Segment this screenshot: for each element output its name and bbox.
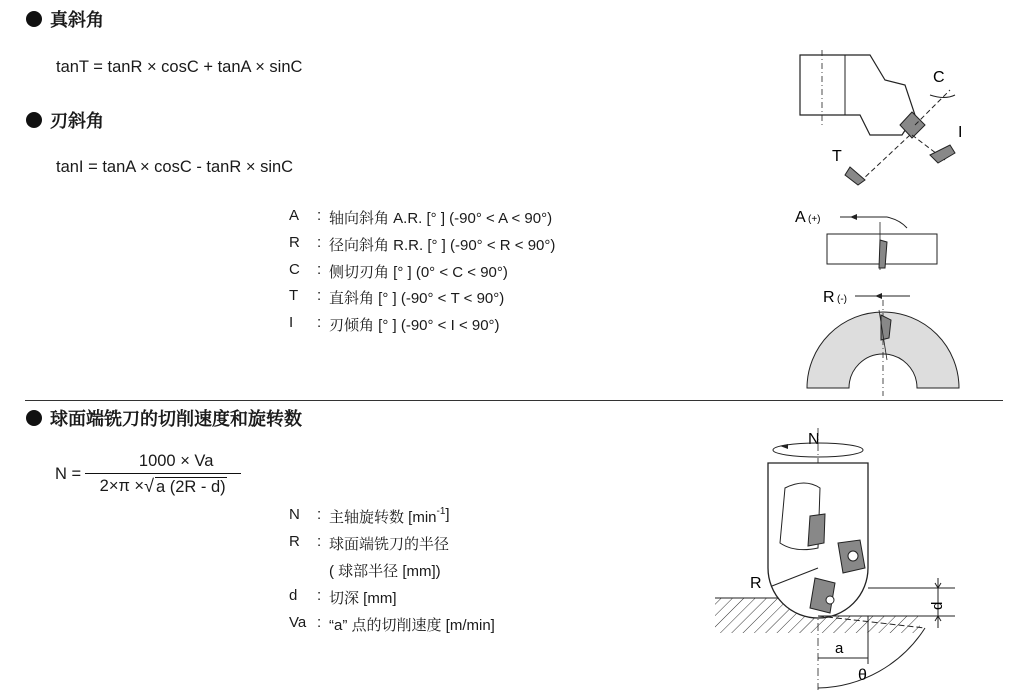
definition-row bbox=[289, 506, 450, 527]
def-text: ( 球部半径 [mm]) bbox=[329, 563, 441, 580]
def-colon: : bbox=[317, 287, 322, 304]
def-colon bbox=[317, 560, 329, 581]
endmill-insert-top bbox=[808, 514, 825, 546]
def-symbol: d bbox=[289, 587, 298, 604]
definition-row bbox=[289, 614, 495, 635]
label-c: C bbox=[933, 69, 945, 86]
label-r: R bbox=[823, 289, 835, 306]
ball-endmill-diagram bbox=[710, 428, 1015, 693]
definition-row bbox=[289, 560, 441, 581]
formula-lhs: N = bbox=[55, 465, 82, 483]
def-symbol: T bbox=[289, 287, 299, 304]
def-colon: : bbox=[317, 506, 322, 523]
label-d: d bbox=[929, 601, 946, 610]
def-colon: : bbox=[317, 614, 322, 631]
heading-text: 真斜角 bbox=[50, 10, 104, 31]
label-a-small: a bbox=[835, 640, 844, 657]
def-colon: : bbox=[317, 261, 322, 278]
definition-row bbox=[289, 234, 555, 255]
def-symbol: R bbox=[289, 533, 300, 550]
def-text: 侧切刃角 [° ] (0° < C < 90°) bbox=[329, 264, 508, 281]
label-theta: θ bbox=[858, 667, 867, 684]
bullet-icon bbox=[26, 112, 42, 128]
def-text: 主轴旋转数 [min bbox=[329, 509, 437, 526]
radial-insert bbox=[881, 315, 891, 340]
section-heading-ball-endmill bbox=[26, 405, 302, 431]
heading-text: 球面端铣刀的切削速度和旋转数 bbox=[50, 409, 302, 430]
sqrt-symbol: √ bbox=[144, 476, 154, 496]
def-symbol: I bbox=[289, 314, 294, 331]
bullet-icon bbox=[26, 11, 42, 27]
spindle-speed-formula bbox=[55, 452, 241, 497]
def-colon: : bbox=[317, 533, 322, 550]
definition-row bbox=[289, 287, 504, 308]
label-n: N bbox=[808, 431, 820, 448]
def-tail: ] bbox=[445, 506, 450, 523]
formula-inclination: tanI = tanA × cosC - tanR × sinC bbox=[56, 158, 294, 176]
formula-true-rake: tanT = tanR × cosC + tanA × sinC bbox=[56, 58, 303, 76]
formula-denominator bbox=[100, 474, 227, 497]
def-text: 径向斜角 R.R. [° ] (-90° < R < 90°) bbox=[329, 237, 556, 254]
definition-row bbox=[289, 314, 500, 335]
definition-row bbox=[289, 533, 449, 554]
section-heading-inclination bbox=[26, 107, 104, 133]
heading-text: 刃斜角 bbox=[50, 111, 104, 132]
label-t: T bbox=[832, 148, 842, 165]
rake-angle-diagram bbox=[795, 200, 975, 400]
endmill-insert-ball bbox=[810, 578, 835, 613]
definition-row bbox=[289, 587, 397, 608]
den-prefix: 2×π × bbox=[99, 477, 145, 495]
def-superscript: -1 bbox=[436, 506, 446, 517]
def-text: “a” 点的切削速度 [m/min] bbox=[329, 617, 495, 634]
def-colon: : bbox=[317, 587, 322, 604]
def-colon: : bbox=[317, 314, 322, 331]
def-colon: : bbox=[317, 234, 322, 251]
definition-row bbox=[289, 261, 508, 282]
def-text: 直斜角 [° ] (-90° < T < 90°) bbox=[329, 290, 505, 307]
axial-insert bbox=[879, 240, 887, 268]
label-i: I bbox=[958, 124, 963, 141]
def-text: 刃倾角 [° ] (-90° < I < 90°) bbox=[329, 317, 500, 334]
def-colon: : bbox=[317, 207, 322, 224]
def-symbol: C bbox=[289, 261, 300, 278]
label-r-sign: (-) bbox=[837, 294, 847, 305]
def-text: 轴向斜角 A.R. [° ] (-90° < A < 90°) bbox=[329, 210, 553, 227]
label-ball-r: R bbox=[750, 575, 762, 592]
radicand: a (2R - d) bbox=[155, 477, 226, 496]
def-symbol bbox=[289, 560, 317, 581]
def-symbol: N bbox=[289, 506, 300, 523]
def-symbol: Va bbox=[289, 614, 307, 631]
def-text: 切深 [mm] bbox=[329, 590, 397, 607]
inclination-insert bbox=[930, 145, 955, 163]
section-divider bbox=[25, 400, 1003, 401]
true-rake-insert bbox=[845, 167, 865, 185]
definition-row bbox=[289, 207, 552, 228]
tool-body-shape bbox=[800, 55, 915, 135]
formula-numerator: 1000 × Va bbox=[138, 452, 214, 470]
section-heading-true-rake bbox=[26, 6, 104, 32]
label-a: A bbox=[795, 209, 806, 226]
def-symbol: R bbox=[289, 234, 300, 251]
bullet-icon bbox=[26, 410, 42, 426]
def-text: 球面端铣刀的半径 bbox=[329, 536, 450, 553]
def-symbol: A bbox=[289, 207, 300, 224]
cutter-angle-diagram bbox=[790, 45, 980, 190]
label-a-sign: (+) bbox=[808, 214, 821, 225]
